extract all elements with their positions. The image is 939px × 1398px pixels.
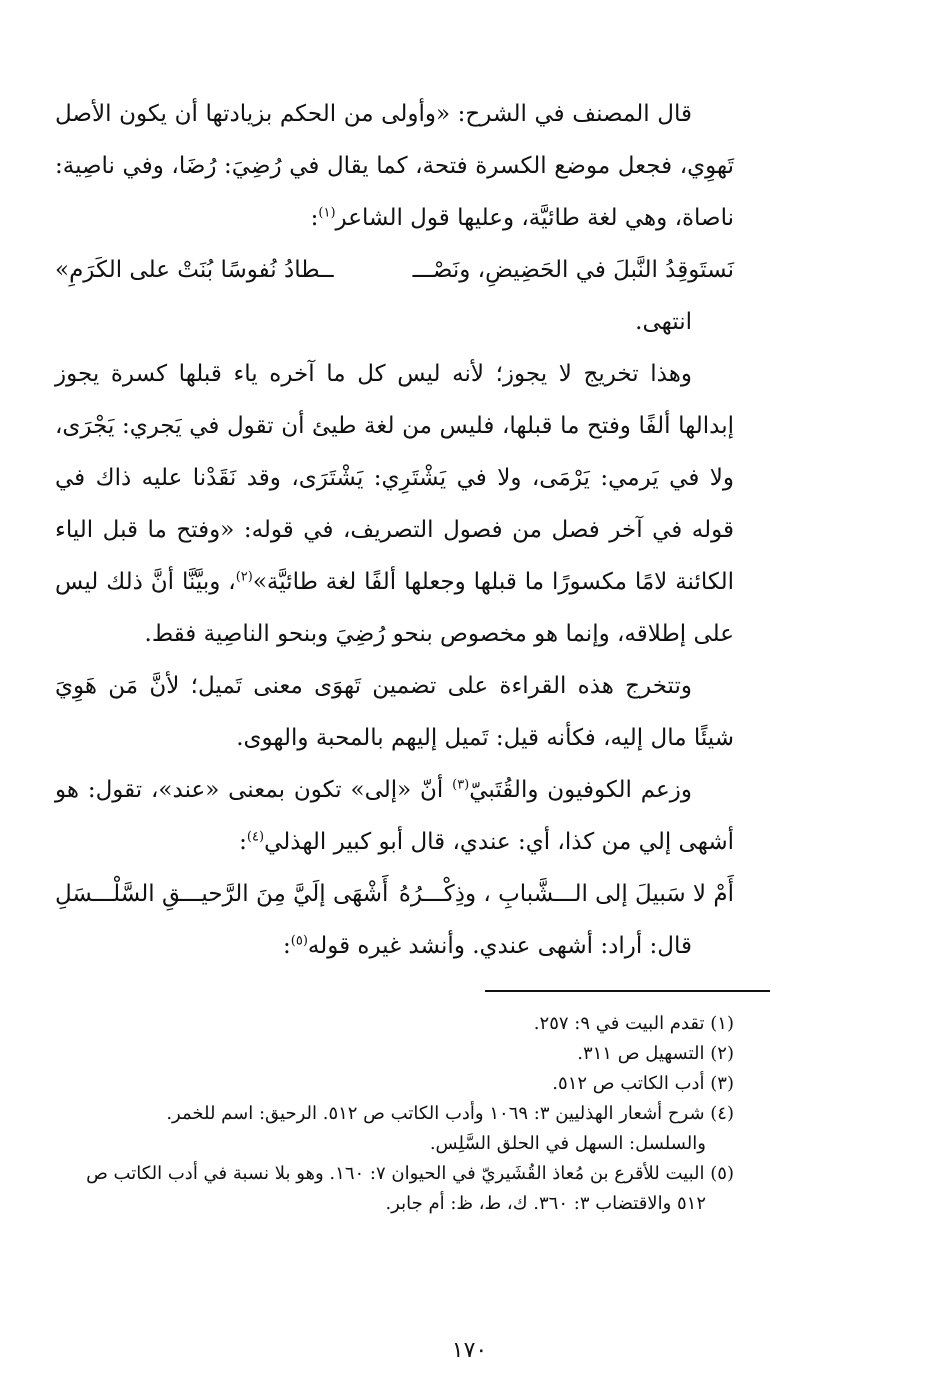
footnotes (55, 1010, 734, 1220)
footnote-text: التسهيل ص ٣١١. (577, 1043, 705, 1064)
footnote-1 (55, 1010, 734, 1038)
page-number: ١٧٠ (451, 1338, 488, 1363)
paragraph-1-text: قال المصنف في الشرح: «وأولى من الحكم بزيادتها أن يكون الأصل تَهوِي، فجعل موضع الكسرة فتحة، كما يقال في رُضِيَ: رُضَا، وفي ناصِية: ناصاة، وهي لغة طائيَّة، وعليها قول الشاعر (55, 101, 735, 231)
paragraph-4 (55, 764, 734, 868)
footnote-4-continuation: والسلسل: السهل في الحلق السَّلِس. (429, 1133, 706, 1154)
footnote-text: أدب الكاتب ص ٥١٢. (552, 1073, 705, 1094)
verse-2-first-hemistich: أَمْ لا سَبيلَ إلى الـــشَّبابِ ، وذِكْـــرُهُ (398, 881, 734, 907)
paragraph-3: وتتخرج هذه القراءة على تضمين تَهوَى معنى تَميل؛ لأنَّ مَن هَوِيَ شيئًا مال إليه، فكأنه قيل: تَميل إليهم بالمحبة والهوى. (55, 673, 734, 751)
footnote-5 (55, 1160, 734, 1188)
footnote-separator (485, 990, 770, 992)
footnote-text: تقدم البيت في ٩: ٢٥٧. (533, 1013, 705, 1034)
verse-2 (55, 868, 734, 920)
verse-1-second-hemistich: ــطادُ نُفوسًا بُنَتْ على الكَرَمِ» (55, 257, 334, 283)
paragraph-1-end: : (310, 205, 319, 231)
verse-1 (55, 244, 734, 296)
footnote-number: (٥) (710, 1163, 734, 1184)
footnote-number: (٣) (710, 1073, 734, 1094)
main-text (55, 88, 734, 972)
footnote-ref-5[interactable]: (٥) (290, 933, 308, 949)
verse-1-first-hemistich: نَستَوقِدُ النَّبلَ في الحَضِيضِ، ونَصْـــ (412, 257, 734, 283)
paragraph-5-end: : (283, 933, 291, 959)
paragraph-2 (55, 348, 734, 660)
paragraph-2-end: ، وبيَّنَّا أنَّ ذلك ليس على إطلاقه، وإنما هو مخصوص بنحو رُضِيَ وبنحو الناصِية فقط. (55, 569, 734, 647)
paragraph-4-text-b: أنّ «إلى» تكون بمعنى «عند»، تقول: هو أشهى إلي من كذا، أي: عندي، قال أبو كبير الهذلي (55, 777, 734, 855)
footnote-number: (٤) (710, 1103, 734, 1124)
footnote-ref-3[interactable]: (٣) (452, 777, 470, 793)
footnote-5-continuation: ٥١٢ والاقتضاب ٣: ٣٦٠. ك، ط، ظ: أم جابر. (385, 1193, 706, 1214)
footnote-number: (٢) (710, 1043, 734, 1064)
paragraph-intaha: انتهى. (635, 309, 692, 335)
footnote-2 (55, 1040, 734, 1068)
footnote-ref-4[interactable]: (٤) (246, 829, 265, 845)
footnote-3 (55, 1070, 734, 1098)
paragraph-5 (55, 920, 734, 972)
paragraph-4-text-a: وزعم الكوفيون والقُتَبيّ (469, 777, 692, 803)
paragraph-5-text: قال: أراد: أشهى عندي. وأنشد غيره قوله (307, 933, 692, 959)
footnote-number: (١) (710, 1013, 734, 1034)
footnote-ref-1[interactable]: (١) (318, 205, 336, 221)
footnote-text: البيت للأقرع بن مُعاذ القُشَيريّ في الحيوان ٧: ١٦٠. وهو بلا نسبة في أدب الكاتب ص (86, 1163, 705, 1184)
paragraph-4-end: : (239, 829, 247, 855)
paragraph-2-text: وهذا تخريج لا يجوز؛ لأنه ليس كل ما آخره ياء قبلها كسرة يجوز إبدالها ألفًا وفتح ما قبلها، فليس من لغة طيئ أن تقول في يَجري: يَجْرَى، ولا في يَرمي: يَرْمَى، ولا في يَشْتَرِي: يَشْتَرَى، وقد نَقَدْنا عليه ذاك في قوله في آخر فصل من فصول التصريف، في قوله: «وفتح ما قبل الياء الكائنة لامًا مكسورًا ما قبلها وجعلها ألفًا لغة طائيَّة» (55, 361, 734, 595)
footnote-4 (55, 1100, 734, 1128)
paragraph-1 (55, 88, 734, 244)
footnote-ref-2[interactable]: (٢) (235, 569, 253, 585)
verse-2-second-hemistich: أَشْهَى إلَيَّ مِنَ الرَّحيـــقِ السَّلْـــسَلِ (55, 881, 389, 907)
footnote-text: شرح أشعار الهذليين ٣: ١٠٦٩ وأدب الكاتب ص ٥١٢. الرحيق: اسم للخمر. (166, 1103, 705, 1124)
